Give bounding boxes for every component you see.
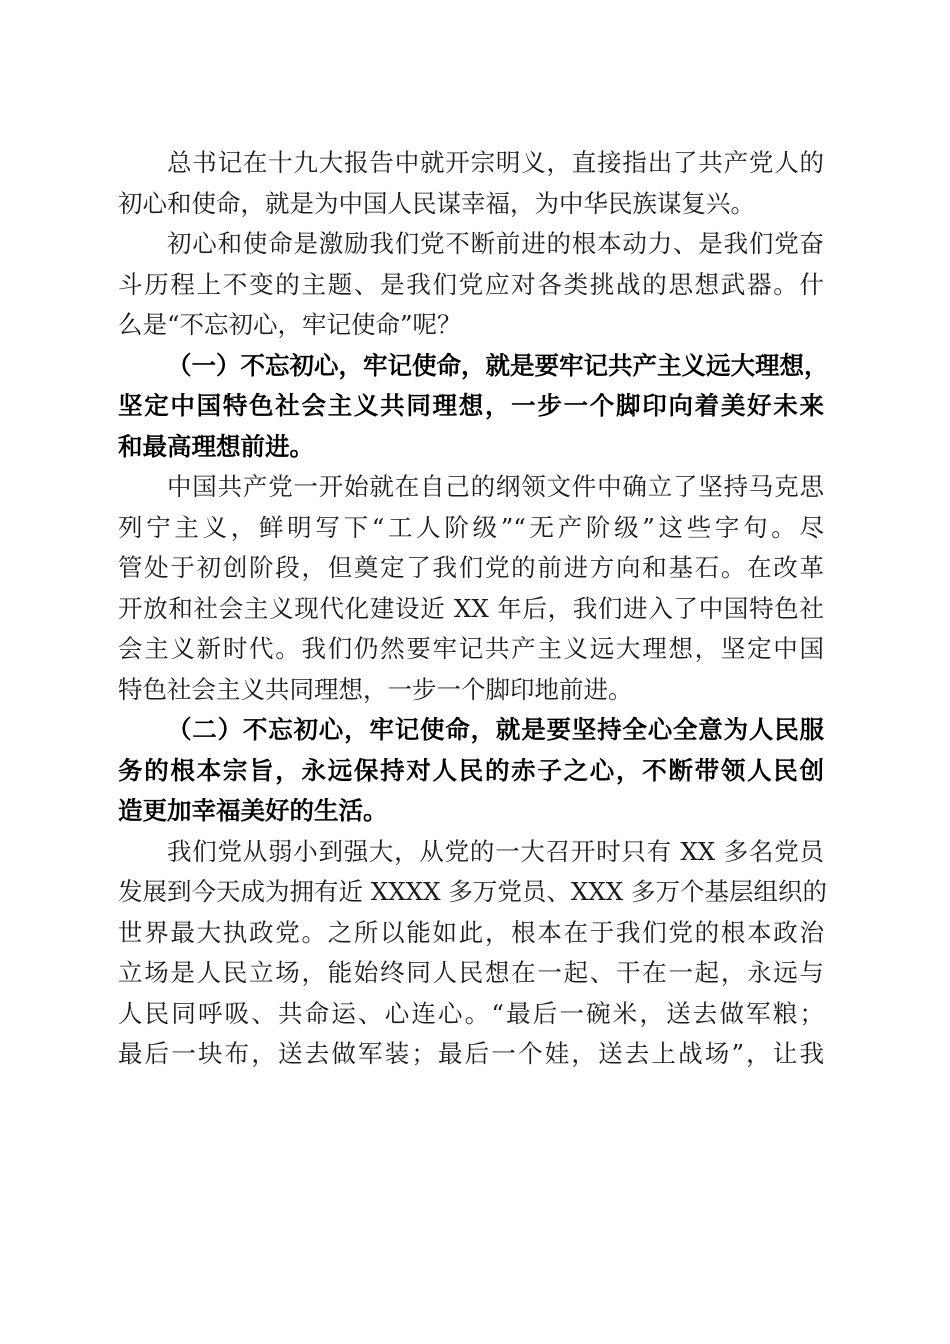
text-line: 和最高理想前进。 (118, 431, 314, 461)
text-line: 会主义新时代。我们仍然要牢记共产主义远大理想，坚定中国 (118, 634, 824, 663)
paragraph (118, 143, 824, 224)
text-line: 立场是人民立场，能始终同人民想在一起、干在一起，永远与 (118, 958, 824, 987)
section-heading-2 (118, 710, 824, 832)
text-line: 中国共产党一开始就在自己的纲领文件中确立了坚持马克思 (167, 472, 824, 501)
text-line: （一）不忘初心，牢记使命，就是要牢记共产主义远大理想， (167, 350, 829, 380)
text-line: 开放和社会主义现代化建设近 XX 年后，我们进入了中国特色社 (118, 593, 824, 623)
text-line: 造更加幸福美好的生活。 (118, 796, 388, 825)
text-line: 发展到今天成为拥有近 XXXX 多万党员、XXX 多万个基层组织的 (118, 877, 827, 906)
text-line: 我们党从弱小到强大，从党的一大召开时只有 XX 多名党员 (167, 836, 824, 866)
text-line: 世界最大执政党。之所以能如此，根本在于我们党的根本政治 (118, 917, 824, 947)
text-line: （二）不忘初心，牢记使命，就是要坚持全心全意为人民服 (167, 715, 824, 744)
text-line: 特色社会主义共同理想，一步一个脚印地前进。 (118, 674, 633, 704)
text-line: 列宁主义，鲜明写下“工人阶级”“无产阶级”这些字句。尽 (118, 512, 824, 542)
text-line: 初心和使命是激励我们党不断前进的根本动力、是我们党奋 (167, 229, 824, 258)
text-line: 么是“不忘初心，牢记使命”呢？ (118, 310, 462, 339)
paragraph (118, 832, 827, 1075)
text-line: 务的根本宗旨，永远保持对人民的赤子之心，不断带领人民创 (118, 755, 824, 785)
text-line: 初心和使命，就是为中国人民谋幸福，为中华民族谋复兴。 (118, 188, 755, 218)
paragraph (118, 467, 824, 710)
section-heading-1 (118, 346, 829, 468)
text-line: 斗历程上不变的主题、是我们党应对各类挑战的思想武器。什 (118, 269, 824, 299)
text-line: 人民同呼吸、共命运、心连心。“最后一碗米，送去做军粮； (118, 998, 824, 1028)
text-line: 最后一块布，送去做军装；最后一个娃，送去上战场”，让我 (118, 1039, 824, 1068)
text-line: 管处于初创阶段，但奠定了我们党的前进方向和基石。在改革 (118, 553, 824, 582)
text-line: 坚定中国特色社会主义共同理想，一步一个脚印向着美好未来 (118, 391, 824, 420)
paragraph (118, 224, 824, 346)
text-line: 总书记在十九大报告中就开宗明义，直接指出了共产党人的 (167, 148, 824, 177)
document-body (118, 143, 829, 1075)
